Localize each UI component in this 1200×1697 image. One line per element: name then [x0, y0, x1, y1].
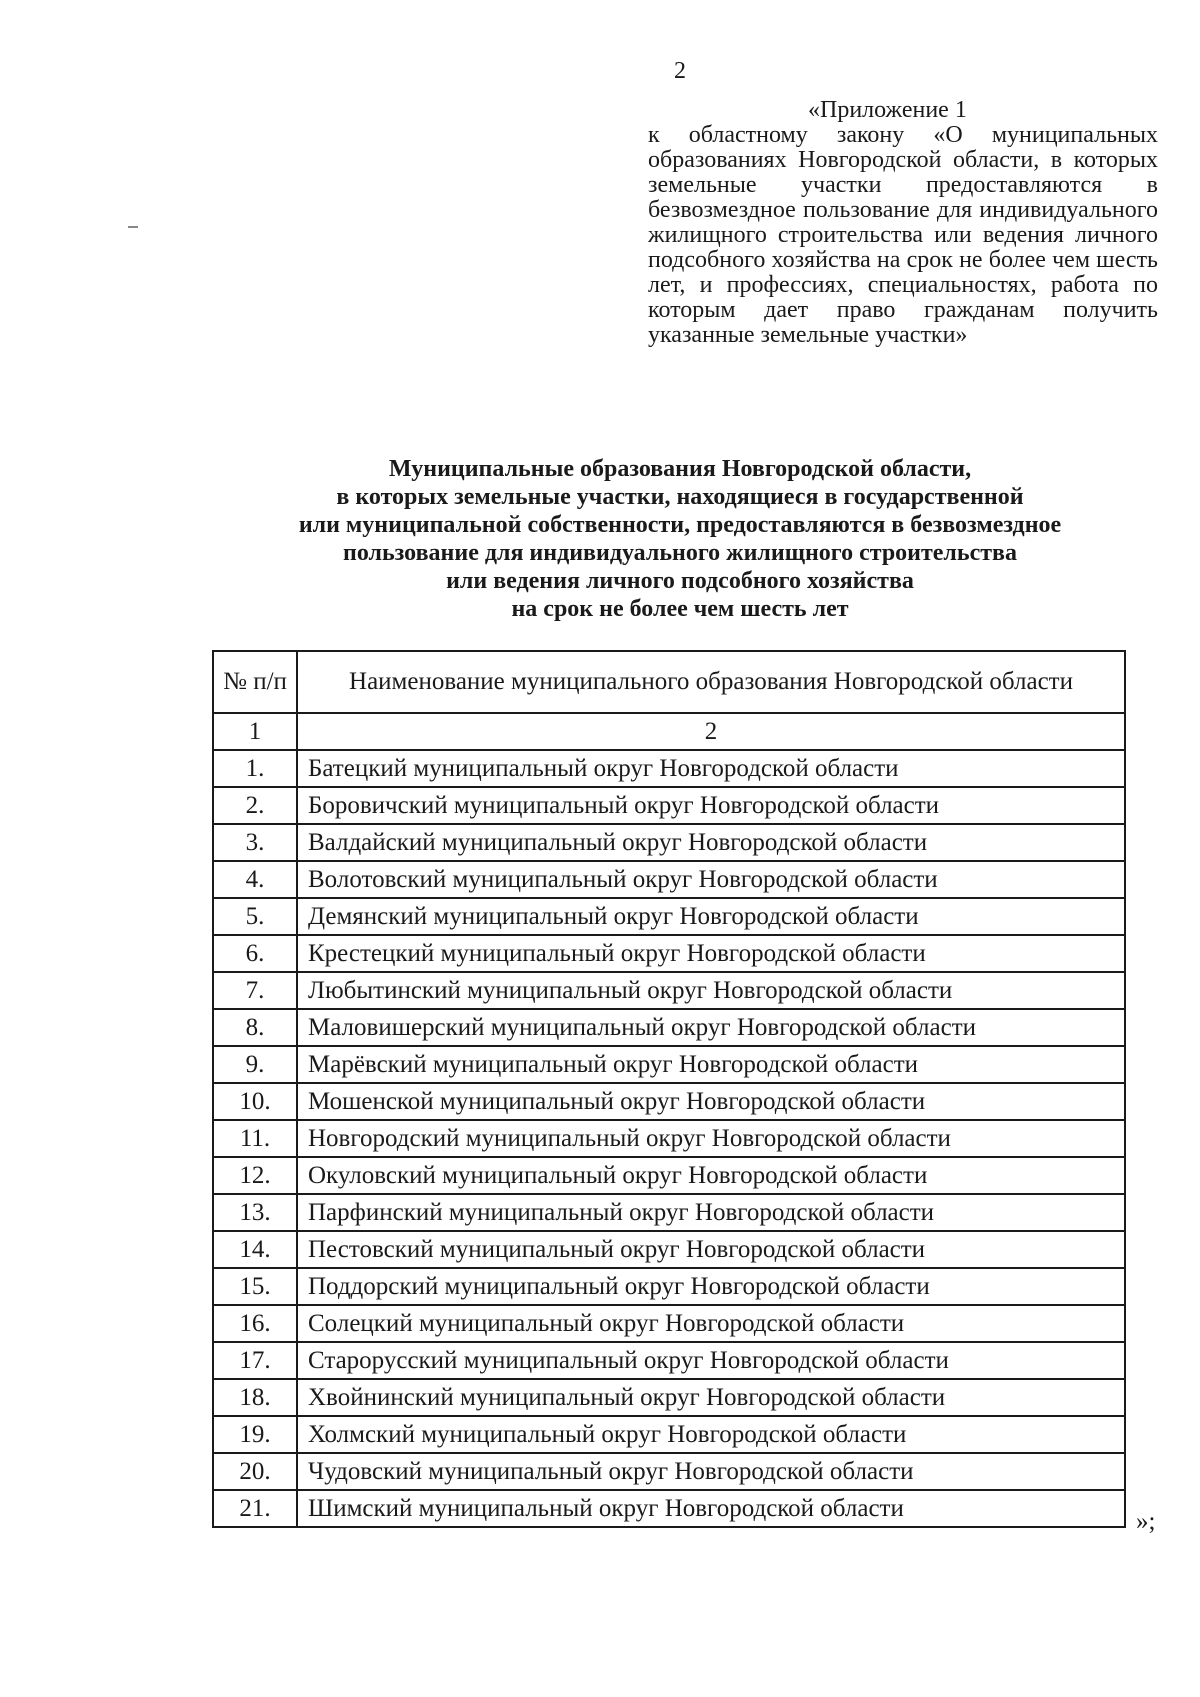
- table-row: [213, 1416, 1125, 1453]
- table-row: [213, 1453, 1125, 1490]
- municipality-name: Поддорский муниципальный округ Новгородской области: [297, 1268, 1125, 1305]
- municipality-name: Чудовский муниципальный округ Новгородской области: [297, 1453, 1125, 1490]
- municipality-name: Волотовский муниципальный округ Новгородской области: [297, 861, 1125, 898]
- row-number: 5.: [213, 898, 297, 935]
- row-number: 3.: [213, 824, 297, 861]
- table-row: [213, 1268, 1125, 1305]
- table-row: [213, 1083, 1125, 1120]
- table-row: [213, 1194, 1125, 1231]
- row-number: 19.: [213, 1416, 297, 1453]
- municipality-name: Маловишерский муниципальный округ Новгородской области: [297, 1009, 1125, 1046]
- table-row: [213, 935, 1125, 972]
- row-number: 14.: [213, 1231, 297, 1268]
- header-name: Наименование муниципального образования Новгородской области: [297, 651, 1125, 713]
- table-row: [213, 1379, 1125, 1416]
- municipality-name: Шимский муниципальный округ Новгородской области: [297, 1490, 1125, 1527]
- table-row: [213, 1231, 1125, 1268]
- appendix-title: «Приложение 1: [808, 97, 967, 123]
- municipality-name: Батецкий муниципальный округ Новгородской области: [297, 750, 1125, 787]
- table-row: [213, 1009, 1125, 1046]
- row-number: 12.: [213, 1157, 297, 1194]
- municipality-name: Холмский муниципальный округ Новгородской области: [297, 1416, 1125, 1453]
- municipality-name: Пестовский муниципальный округ Новгородской области: [297, 1231, 1125, 1268]
- municipality-name: Демянский муниципальный округ Новгородской области: [297, 898, 1125, 935]
- row-number: 6.: [213, 935, 297, 972]
- column-index: 1: [213, 713, 297, 750]
- header-number: № п/п: [213, 651, 297, 713]
- document-heading: [200, 455, 1160, 623]
- municipality-name: Любытинский муниципальный округ Новгородской области: [297, 972, 1125, 1009]
- column-index-row: [213, 713, 1125, 750]
- municipality-name: Окуловский муниципальный округ Новгородской области: [297, 1157, 1125, 1194]
- municipality-name: Хвойнинский муниципальный округ Новгородской области: [297, 1379, 1125, 1416]
- row-number: 2.: [213, 787, 297, 824]
- table-row: [213, 1046, 1125, 1083]
- municipality-name: Марёвский муниципальный округ Новгородской области: [297, 1046, 1125, 1083]
- municipality-name: Парфинский муниципальный округ Новгородской области: [297, 1194, 1125, 1231]
- table-row: [213, 787, 1125, 824]
- row-number: 15.: [213, 1268, 297, 1305]
- heading-line: пользование для индивидуального жилищного строительства: [343, 540, 1017, 566]
- municipality-name: Крестецкий муниципальный округ Новгородской области: [297, 935, 1125, 972]
- heading-line: в которых земельные участки, находящиеся в государственной: [336, 484, 1024, 510]
- table-row: [213, 1490, 1125, 1527]
- table-row: [213, 861, 1125, 898]
- municipality-name: Солецкий муниципальный округ Новгородской области: [297, 1305, 1125, 1342]
- row-number: 7.: [213, 972, 297, 1009]
- row-number: 10.: [213, 1083, 297, 1120]
- municipality-name: Новгородский муниципальный округ Новгородской области: [297, 1120, 1125, 1157]
- row-number: 13.: [213, 1194, 297, 1231]
- table-row: [213, 898, 1125, 935]
- row-number: 8.: [213, 1009, 297, 1046]
- scan-artifact: [128, 226, 138, 228]
- row-number: 20.: [213, 1453, 297, 1490]
- table-row: [213, 1120, 1125, 1157]
- row-number: 17.: [213, 1342, 297, 1379]
- municipalities-table: [212, 650, 1126, 1528]
- municipality-name: Мошенской муниципальный округ Новгородской области: [297, 1083, 1125, 1120]
- row-number: 21.: [213, 1490, 297, 1527]
- table-row: [213, 1342, 1125, 1379]
- table-row: [213, 750, 1125, 787]
- heading-line: Муниципальные образования Новгородской области,: [388, 456, 972, 482]
- municipality-name: Боровичский муниципальный округ Новгородской области: [297, 787, 1125, 824]
- table-row: [213, 1305, 1125, 1342]
- heading-line: на срок не более чем шесть лет: [511, 596, 849, 622]
- heading-line: или муниципальной собственности, предоставляются в безвозмездное: [298, 512, 1062, 538]
- page-number: 2: [674, 58, 686, 84]
- table-row: [213, 1157, 1125, 1194]
- table-row: [213, 972, 1125, 1009]
- row-number: 1.: [213, 750, 297, 787]
- row-number: 9.: [213, 1046, 297, 1083]
- appendix-block: [648, 98, 1158, 348]
- row-number: 18.: [213, 1379, 297, 1416]
- closing-quote: »;: [1136, 1508, 1156, 1535]
- appendix-text: к областному закону «О муниципальных образованиях Новгородской области, в которых земельные участки предоставляются в безвозмездное пользование для индивидуального жилищного строительства или ведения личного подсобного хозяйства на срок не более чем шесть лет, и профессиях, специальностях, работа по которым дает право гражданам получить указанные земельные участки»: [648, 122, 1158, 348]
- heading-line: или ведения личного подсобного хозяйства: [446, 568, 914, 594]
- row-number: 16.: [213, 1305, 297, 1342]
- table-header-row: [213, 651, 1125, 713]
- municipality-name: Старорусский муниципальный округ Новгородской области: [297, 1342, 1125, 1379]
- column-index: 2: [297, 713, 1125, 750]
- row-number: 4.: [213, 861, 297, 898]
- municipality-name: Валдайский муниципальный округ Новгородской области: [297, 824, 1125, 861]
- row-number: 11.: [213, 1120, 297, 1157]
- table-row: [213, 824, 1125, 861]
